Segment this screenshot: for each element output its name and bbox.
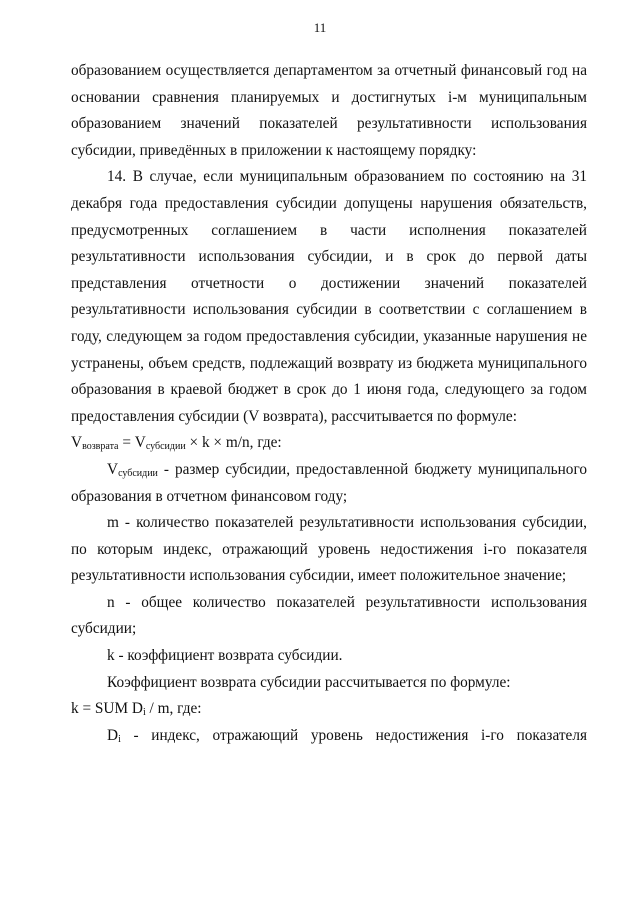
page-number: 11 xyxy=(313,20,327,35)
formula2-pre: k = SUM D xyxy=(71,700,143,718)
formula-rest: × k × m/n, где: xyxy=(185,434,282,452)
def-v-sub: субсидии xyxy=(118,467,158,479)
definition-v-subsidii xyxy=(71,457,587,510)
formula2-post: / m, где: xyxy=(145,700,202,718)
definition-d-i xyxy=(71,723,587,750)
formula-eq: = V xyxy=(118,434,146,452)
formula2-sub: i xyxy=(142,707,146,719)
paragraph-calculation-basis: образованием осуществляется департаментом за отчетный финансовый год на основании сравнения планируемых и достигнутых i-м муниципальным образованием значений показателей результативности использования субсидии, приведённых в приложении к настоящему порядку: xyxy=(71,62,587,159)
formula-return-volume xyxy=(71,430,587,457)
document-body xyxy=(71,58,587,749)
def-d-sub: i xyxy=(118,733,121,745)
definition-k: k - коэффициент возврата субсидии. xyxy=(107,647,343,665)
definition-m: m - количество показателей результативности использования субсидии, по которым индекс, отражающий уровень недостижения i-го показателя результативности использования субсидии, имеет положительное значение; xyxy=(71,514,587,585)
formula-return-coefficient xyxy=(71,696,587,723)
def-d-symbol: D xyxy=(107,726,119,744)
def-v-symbol: V xyxy=(107,460,119,478)
k-formula-intro: Коэффициент возврата субсидии рассчитывается по формуле: xyxy=(107,673,511,691)
paragraph-clause-14: 14. В случае, если муниципальным образованием по состоянию на 31 декабря года предоставления субсидии допущены нарушения обязательств, предусмотренных соглашением в части исполнения показателей результативности использования субсидии, и в срок до первой даты представления отчетности о достижении значений показателей результативности использования субсидии в соответствии с соглашением в году, следующем за годом предоставления субсидии, указанные нарушения не устранены, объем средств, подлежащий возврату из бюджета муниципального образования в краевой бюджет в срок до 1 июня года, следующего за годом предоставления субсидии (V возврата), рассчитывается по формуле: xyxy=(71,168,587,425)
definition-n: n - общее количество показателей результативности использования субсидии; xyxy=(71,593,587,638)
formula-v-symbol: V xyxy=(71,434,83,452)
formula-sub-vozvrata: возврата xyxy=(82,441,119,453)
def-v-text: - размер субсидии, предоставленной бюджету муниципального образования в отчетном финансовом году; xyxy=(71,460,587,505)
def-d-text: - индекс, отражающий уровень недостижения i-го показателя xyxy=(120,726,587,744)
formula-sub-subsidii: субсидии xyxy=(145,441,186,453)
